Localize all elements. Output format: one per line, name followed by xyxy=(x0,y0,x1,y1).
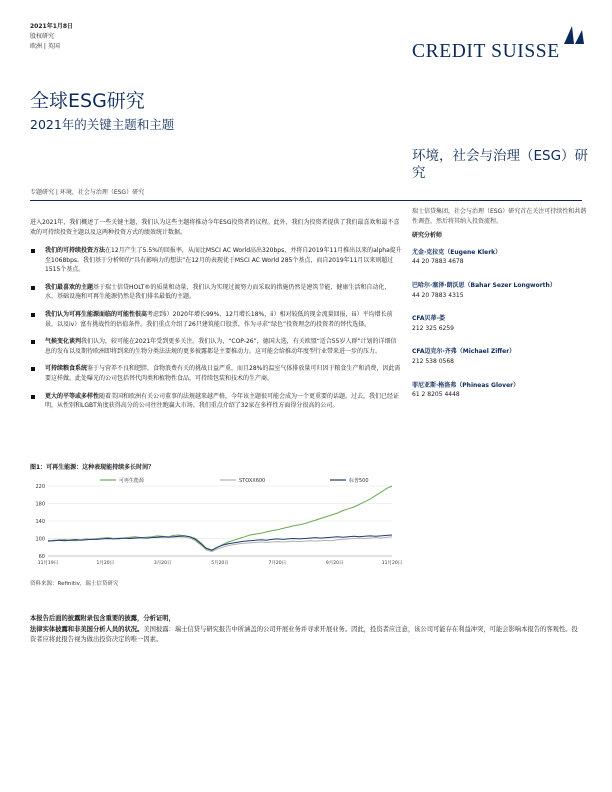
bullet-text: 考虑到i）2020年增长99%，12月增长18%，ii）相对较低的现金流量回报，iii）平均增长前景，以及iv）富有挑战性的估值条件。我们重点介绍了26只建筑能口股票，作为寻求“绿色”投资理念的投资者的替代选择。 xyxy=(45,310,393,328)
legend-label: 标普500 xyxy=(349,478,369,484)
key-points-list xyxy=(30,246,402,419)
bullet-text: 随着美国和欧洲有关公司董事的法规越来越严格，今年该主题很可能会成为一个更重要的话题。过去，我们已经证明，从性别和LGBT角度获得高分的公司往往跑赢大市场。我们重点介绍了32家在多样性方面得分很高的公司。 xyxy=(45,392,400,410)
disclosure-line-1: 本报告后面的披露附录包含重要的披露，分析证明， xyxy=(30,615,175,622)
x-tick-label: 3月20日 xyxy=(153,561,172,566)
analyst-phone: 61 2 8205 4448 xyxy=(412,391,460,399)
logo-text: CREDIT SUISSE xyxy=(412,41,560,62)
tagline: 专题研究 | 环境，社会与治理（ESG）研究 xyxy=(30,189,145,196)
bullet-text: 基于瑞士信贷HOLT®的质量和动量，我们认为实现过渡努力而采取的措施仍然是建筑节能，健康生活和自动化，水，基础设施和可再生能源仍然是我们排名最低的主题。 xyxy=(45,283,391,301)
analyst-phone: 212 538 0568 xyxy=(412,357,454,365)
bullet-text: 鉴于与营养不良和肥胖，食物浪费有关的挑战日益严重，而且28%的温室气体排放量可归因于粮食生产和消费，因此需要这样做。此处曝光的公司包括替代肉类和植物性食品，可持续包装和技术的生产商。 xyxy=(45,365,401,382)
bullet-lead: 我们最喜欢的主题 xyxy=(45,283,94,291)
y-tick-label: 140 xyxy=(35,519,45,525)
bullet-lead: 我们的可持续投资方法 xyxy=(45,247,106,254)
legend-label: STOXX600 xyxy=(239,478,266,484)
analysts-heading: 研究分析师 xyxy=(412,232,443,240)
report-region: 欧洲 | 英国 xyxy=(30,43,60,50)
sidebar-description: 瑞士信贷集团，社会与治理（ESG）研究首在关注可持续性和共谐性调查，然后将其纳入投资流程。 xyxy=(412,208,587,225)
divider xyxy=(30,200,582,201)
bullet-item xyxy=(30,283,402,302)
analyst-name[interactable]: 菲尼亚斯·格洛弗（Phineas Glover） xyxy=(412,381,520,389)
analyst-entry xyxy=(412,381,590,400)
report-date: 2021年1月8日 xyxy=(30,23,74,30)
report-type: 股权研究 xyxy=(30,33,55,40)
bullet-text: 我们认为，较可能在2021年受到更多关注。我们认为，“COP-26”，德国大选，有关欧盟“适合55岁人群”计划的详细信息的发布以及期待欧洲即将到来的生物分类法法规的更多披露都是主要推动力。这可能会给推动年度型行业带来进一步的压力。 xyxy=(45,338,397,355)
figure-title: 图1：可再生能源：这种表现能持续多长时间？ xyxy=(30,464,155,471)
report-meta xyxy=(30,22,73,52)
bullet-lead: 可持续粮食系统 xyxy=(45,365,88,373)
sails-icon xyxy=(562,24,586,46)
analyst-name[interactable]: 巴哈尔·塞泽·朗沃思（Bahar Sezer Longworth） xyxy=(412,281,556,289)
analyst-phone: 44 20 7883 4678 xyxy=(412,258,464,266)
x-tick-label: 5月20日 xyxy=(211,561,229,566)
x-tick-label: 11月20日 xyxy=(381,561,402,566)
bullet-item xyxy=(30,246,402,275)
main-title: 全球ESG研究 xyxy=(30,90,145,112)
analyst-phone: 44 20 7883 4315 xyxy=(412,291,464,299)
sidebar xyxy=(412,207,590,414)
sub-title: 2021年的关键主题和主题 xyxy=(30,117,175,132)
section-title: 环境，社会与治理（ESG）研究 xyxy=(412,148,589,181)
analyst-entry xyxy=(412,281,590,300)
analyst-name[interactable]: CFA贝蒂-娄 xyxy=(412,315,445,323)
y-tick-label: 220 xyxy=(35,484,45,490)
figure-source: 资料来源：Refinitiv，瑞士信贷研究 xyxy=(30,581,119,587)
credit-suisse-logo xyxy=(412,24,587,70)
bullet-text: 在12月产生了5.5%的回报率，从而比MSCI AC World高出320bps，并将自2019年11月推出以来的alpha提升至1068bps。我们基于分析师的“具有影响力的想法”在12月的表现优于MSCI AC World 285个基点，而自2019年11月以来则超过1515个基点。 xyxy=(45,247,402,274)
x-tick-label: 11月19日 xyxy=(37,561,59,566)
bullet-item xyxy=(30,364,402,383)
disclosure-lead: 法律实体披露和非美国分析人员的状况。 xyxy=(30,625,144,633)
bullet-item xyxy=(30,337,402,356)
intro-paragraph: 进入2021年，我们概述了一些关键主题，我们认为这些主题将推动今年ESG投资者的议程。此外，我们为投资者提供了我们最喜欢和最不喜欢的可持续投资主题以及这两种投资方式的绩效统计数据。 xyxy=(30,219,400,236)
bullet-item xyxy=(30,310,402,329)
bullet-lead: 气候变化谈判 xyxy=(45,338,82,346)
x-tick-label: 9月20日 xyxy=(325,561,344,566)
analyst-entry xyxy=(412,347,590,366)
performance-chart xyxy=(30,474,402,574)
bullet-item xyxy=(30,392,402,411)
analyst-entry xyxy=(412,248,590,267)
bullet-lead: 我们认为可再生能源面临的可能性很高 xyxy=(45,310,148,318)
bullet-lead: 更大的平等或多样性 xyxy=(45,392,100,400)
y-tick-label: 100 xyxy=(35,536,45,543)
analyst-phone: 212 325 6259 xyxy=(412,324,454,332)
x-tick-label: 1月20日 xyxy=(96,561,115,566)
analyst-name[interactable]: 尤金·克拉克（Eugene Klerk） xyxy=(412,248,502,256)
legend-label: 可再生能源 xyxy=(119,478,145,484)
analyst-name[interactable]: CFA迈克尔·齐弗（Michael Ziffer） xyxy=(412,348,516,356)
disclosure-text: 美国披露：瑞士信贷与研究报告中所涵盖的公司开展业务并寻求开展业务。因此，投资者应注意，该公司可能存在利益冲突，可能会影响本报告的客观性。投资者应将此报告视为做出投资决定的唯一因素。 xyxy=(30,625,578,643)
y-tick-label: 180 xyxy=(35,501,45,508)
analyst-entry xyxy=(412,314,590,333)
y-tick-label: 60 xyxy=(38,554,45,560)
disclosure xyxy=(30,614,582,646)
series-line xyxy=(48,486,392,550)
x-tick-label: 7月20日 xyxy=(268,561,287,566)
